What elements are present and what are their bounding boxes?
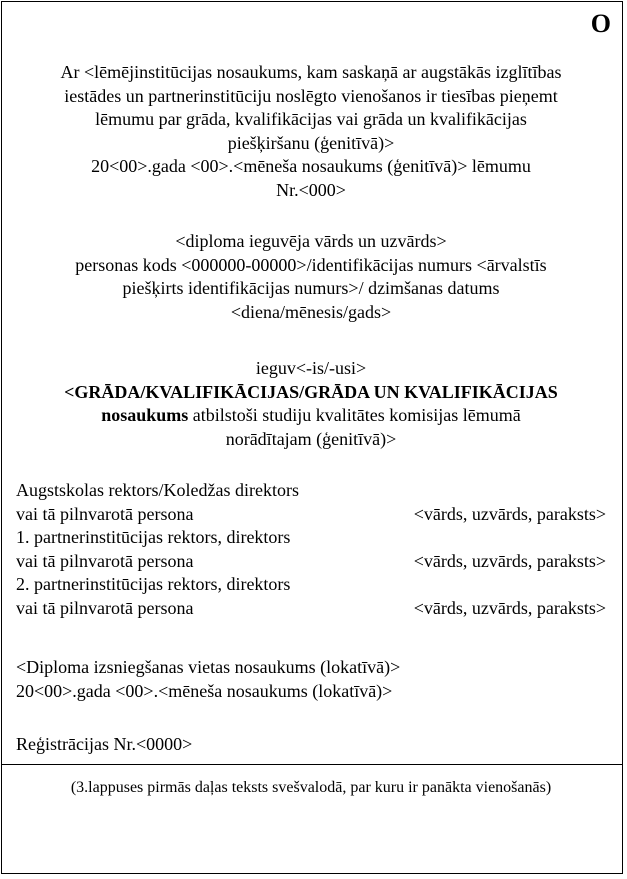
registration-block bbox=[16, 733, 606, 757]
signature-row bbox=[16, 597, 606, 621]
decision-block bbox=[10, 61, 612, 203]
signature-title: 2. partnerinstitūcijas rektors, direktors bbox=[16, 574, 291, 595]
corner-letter: O bbox=[590, 9, 611, 38]
decision-line: Ar <lēmējinstitūcijas nosaukums, kam saskaņā ar augstākās izglītības bbox=[60, 62, 562, 82]
signature-title: 1. partnerinstitūcijas rektors, direktors bbox=[16, 527, 291, 548]
signature-role: vai tā pilnvarotā persona bbox=[16, 503, 194, 524]
holder-line: <diena/mēnesis/gads> bbox=[230, 301, 392, 322]
section-divider bbox=[1, 764, 623, 765]
holder-line: piešķirts identifikācijas numurs>/ dzimšanas datums bbox=[122, 278, 500, 299]
holder-name: <diploma ieguvēja vārds un uzvārds> bbox=[175, 231, 447, 251]
signatures-block bbox=[16, 479, 606, 621]
decision-line: iestādes un partnerinstitūciju noslēgto vienošanos ir tiesības pieņemt bbox=[64, 85, 558, 106]
footer-note: (3.lappuses pirmās daļas teksts svešvalodā, par kuru ir panākta vienošanās) bbox=[70, 779, 552, 796]
signature-placeholder: <vārds, uzvārds, paraksts> bbox=[413, 550, 606, 571]
award-title-bold: nosaukums bbox=[101, 405, 189, 426]
issue-place: <Diploma izsniegšanas vietas nosaukums (lokatīvā)> bbox=[16, 657, 401, 677]
signature-title: Augstskolas rektors/Koledžas direktors bbox=[16, 480, 299, 500]
issue-date: 20<00>.gada <00>.<mēneša nosaukums (lokatīvā)> bbox=[16, 680, 393, 701]
award-title-rest: atbilstoši studiju kvalitātes komisijas lēmumā bbox=[188, 405, 521, 426]
decision-line: 20<00>.gada <00>.<mēneša nosaukums (ģenitīvā)> lēmumu bbox=[91, 156, 531, 177]
holder-block bbox=[10, 230, 612, 324]
signature-placeholder: <vārds, uzvārds, paraksts> bbox=[413, 503, 606, 524]
acquired-text: ieguv<-is/-usi> bbox=[255, 358, 367, 378]
signature-role: vai tā pilnvarotā persona bbox=[16, 597, 194, 618]
signature-row bbox=[16, 550, 606, 574]
decision-line: Nr.<000> bbox=[276, 179, 346, 200]
award-title-continued bbox=[10, 404, 612, 428]
holder-line: personas kods <000000-00000>/identifikācijas numurs <ārvalstīs bbox=[75, 254, 547, 275]
issue-block bbox=[16, 656, 606, 703]
signature-role: vai tā pilnvarotā persona bbox=[16, 550, 194, 571]
award-block bbox=[10, 357, 612, 451]
award-title-end: norādītajam (ģenitīvā)> bbox=[225, 428, 397, 449]
award-title: <GRĀDA/KVALIFIKĀCIJAS/GRĀDA UN KVALIFIKĀCIJAS bbox=[64, 381, 558, 402]
signature-row bbox=[16, 503, 606, 527]
decision-line: piešķiršanu (ģenitīvā)> bbox=[227, 132, 395, 153]
signature-placeholder: <vārds, uzvārds, paraksts> bbox=[413, 597, 606, 618]
decision-line: lēmumu par grāda, kvalifikācijas vai grāda un kvalifikācijas bbox=[95, 109, 527, 130]
registration-number: Reģistrācijas Nr.<0000> bbox=[16, 734, 193, 754]
